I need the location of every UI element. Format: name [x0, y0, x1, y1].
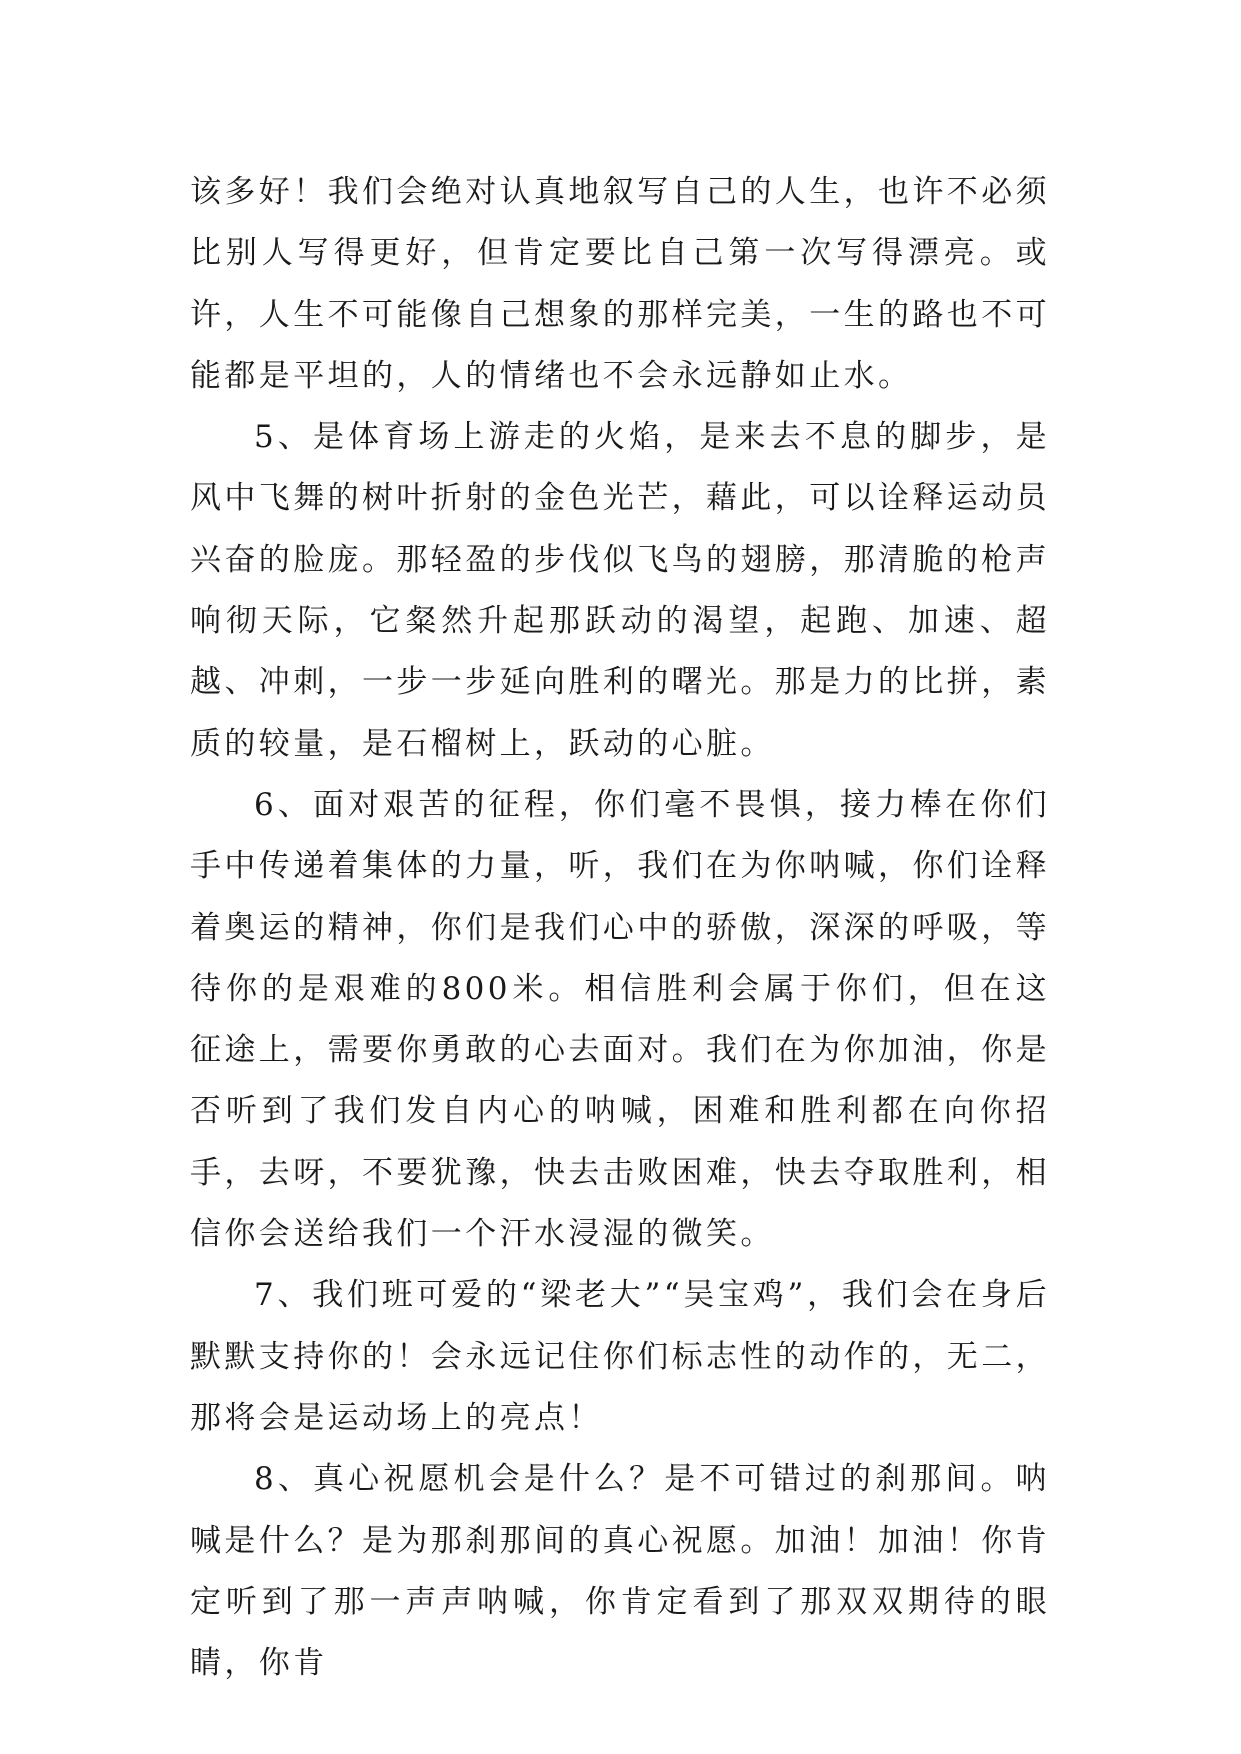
paragraph-7: 7、我们班可爱的“梁老大”“吴宝鸡”，我们会在身后默默支持你的！会永远记住你们标志性的动作的，无二，那将会是运动场上的亮点！ [190, 1277, 1050, 1436]
paragraph-8: 8、真心祝愿机会是什么？是不可错过的刹那间。呐喊是什么？是为那刹那间的真心祝愿。加油！加油！你肯定听到了那一声声呐喊，你肯定看到了那双双期待的眼睛，你肯 [190, 1461, 1050, 1682]
paragraph-continued: 该多好！我们会绝对认真地叙写自己的人生，也许不必须比别人写得更好，但肯定要比自己第一次写得漂亮。或许，人生不可能像自己想象的那样完美，一生的路也不可能都是平坦的，人的情绪也不会永远静如止水。 [190, 174, 1050, 394]
document-body [190, 162, 1050, 1694]
paragraph-5: 5、是体育场上游走的火焰，是来去不息的脚步，是风中飞舞的树叶折射的金色光芒，藉此，可以诠释运动员兴奋的脸庞。那轻盈的步伐似飞鸟的翅膀，那清脆的枪声响彻天际，它粲然升起那跃动的渴望，起跑、加速、超越、冲刺，一步一步延向胜利的曙光。那是力的比拼，素质的较量，是石榴树上，跃动的心脏。 [190, 419, 1050, 762]
paragraph-6: 6、面对艰苦的征程，你们毫不畏惧，接力棒在你们手中传递着集体的力量，听，我们在为你呐喊，你们诠释着奥运的精神，你们是我们心中的骄傲，深深的呼吸，等待你的是艰难的800米。相信胜利会属于你们，但在这征途上，需要你勇敢的心去面对。我们在为你加油，你是否听到了我们发自内心的呐喊，困难和胜利都在向你招手，去呀，不要犹豫，快去击败困难，快去夺取胜利，相信你会送给我们一个汗水浸湿的微笑。 [190, 786, 1050, 1253]
